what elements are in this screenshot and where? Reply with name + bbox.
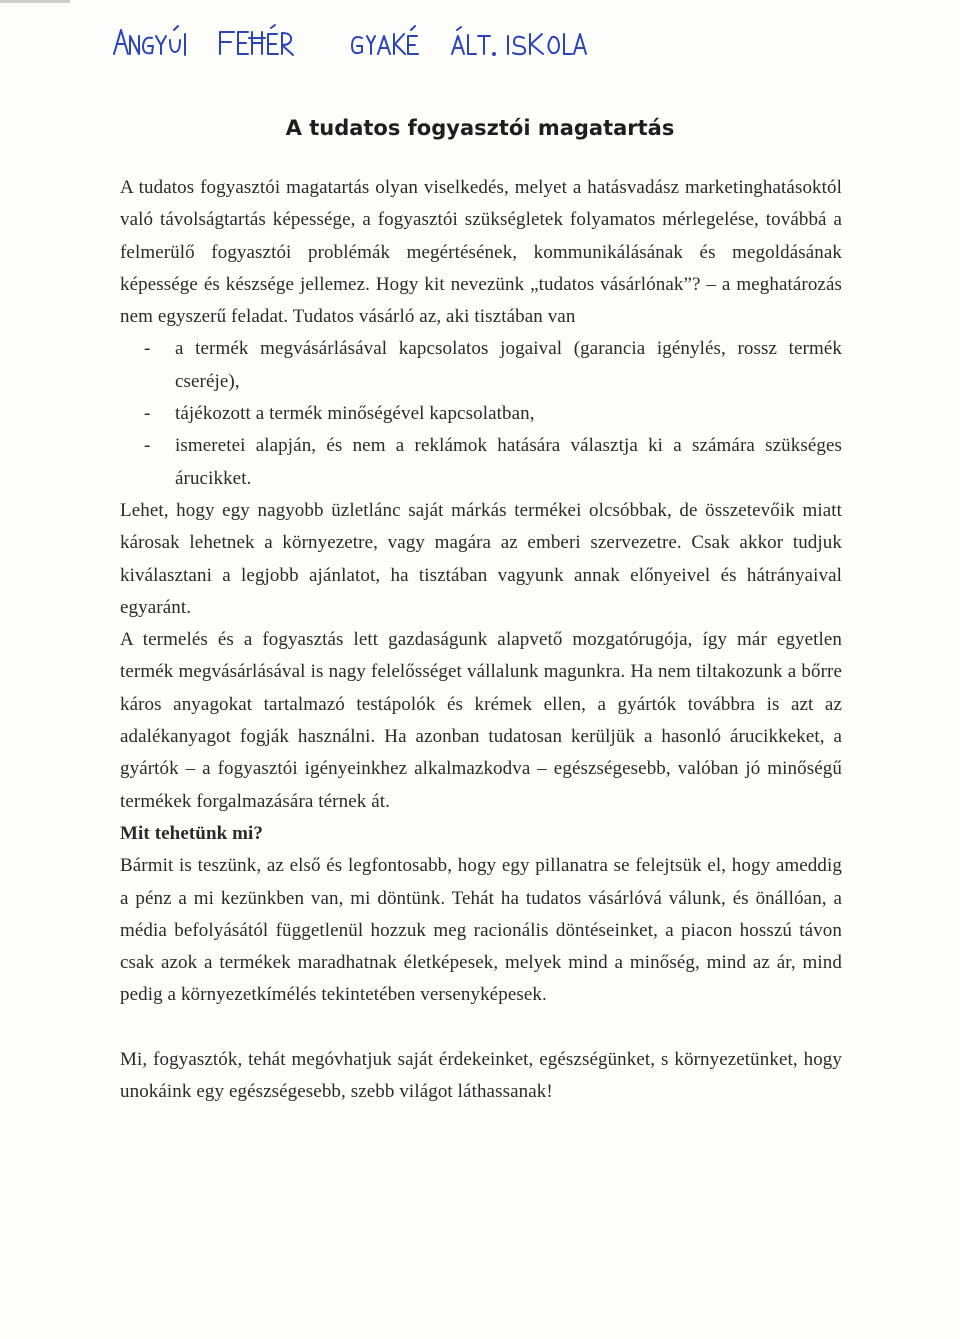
document-body — [120, 172, 842, 1108]
dash-marker: - — [144, 403, 151, 425]
paragraph: Bármit is teszünk, az első és legfontosabb, hogy egy pillanatra se felejtsük el, hogy ameddig a pénz a mi kezünkben van, mi döntünk. Tehát ha tudatos vásárlóvá válunk, és önállóan, a média befolyásától függetlenül hozzuk meg racionális döntéseinket, a piacon hosszú távon csak azok a termékek maradhatnak életképesek, melyek mind a minőség, mind az ár, mind pedig a környezetkímélés tekintetében versenyképesek. — [120, 855, 842, 1006]
list-item — [144, 398, 842, 430]
list-item-text: ismeretei alapján, és nem a reklámok hatására választja ki a számára szükséges árucikket. — [175, 435, 842, 489]
rights-list — [120, 333, 842, 494]
scan-edge-mark — [0, 0, 70, 3]
document-title: A tudatos fogyasztói magatartás — [285, 116, 675, 140]
dash-marker: - — [144, 435, 151, 457]
intro-paragraph: A tudatos fogyasztói magatartás olyan viselkedés, melyet a hatásvadász marketinghatásoktól való távolságtartás képessége, a fogyasztói szükségletek folyamatos mérlegelése, továbbá a felmerülő fogyasztói problémák megértésének, kommunikálásának és megoldásának képessége és készsége jellemez. Hogy kit nevezünk „tudatos vásárlónak”? – a meghatározás nem egyszerű feladat. Tudatos vásárló az, aki tisztában van — [120, 177, 842, 328]
list-item — [144, 430, 842, 495]
closing-paragraph: Mi, fogyasztók, tehát megóvhatjuk saját érdekeinket, egészségünket, s környezetünket, hogy unokáink egy egészségesebb, szebb világot láthassanak! — [120, 1048, 842, 1103]
list-item-text: tájékozott a termék minőségével kapcsolatban, — [175, 403, 535, 425]
list-item — [144, 333, 842, 398]
dash-marker: - — [144, 338, 151, 360]
paragraph: A termelés és a fogyasztás lett gazdaságunk alapvető mozgatórugója, így már egyetlen termék megvásárlásával is nagy felelősséget vállalunk magunkra. Ha nem tiltakozunk a bőrre káros anyagokat tartalmazó testápolók és krémek ellen, a gyártók továbbra is azt az adalékanyagot fogják használni. Ha azonban tudatosan kerüljük a hasonló árucikkeket, a gyártók – a fogyasztói igényeinkhez alkalmazkodva – egészségesebb, valóban jó minőségű termékek forgalmazására térnek át. — [120, 629, 842, 812]
handwritten-school-note — [112, 18, 672, 68]
list-item-text: a termék megvásárlásával kapcsolatos jogaival (garancia igénylés, rossz termék cseréje), — [175, 338, 842, 392]
paragraph: Lehet, hogy egy nagyobb üzletlánc saját márkás termékei olcsóbbak, de összetevőik miatt károsak lehetnek a környezetre, vagy magára az emberi szervezetre. Csak akkor tudjuk kiválasztani a legjobb ajánlatot, ha tisztában vagyunk annak előnyeivel és hátrányaival egyaránt. — [120, 499, 842, 618]
paragraph-gap — [120, 1012, 842, 1044]
section-heading: Mit tehetünk mi? — [120, 822, 264, 844]
